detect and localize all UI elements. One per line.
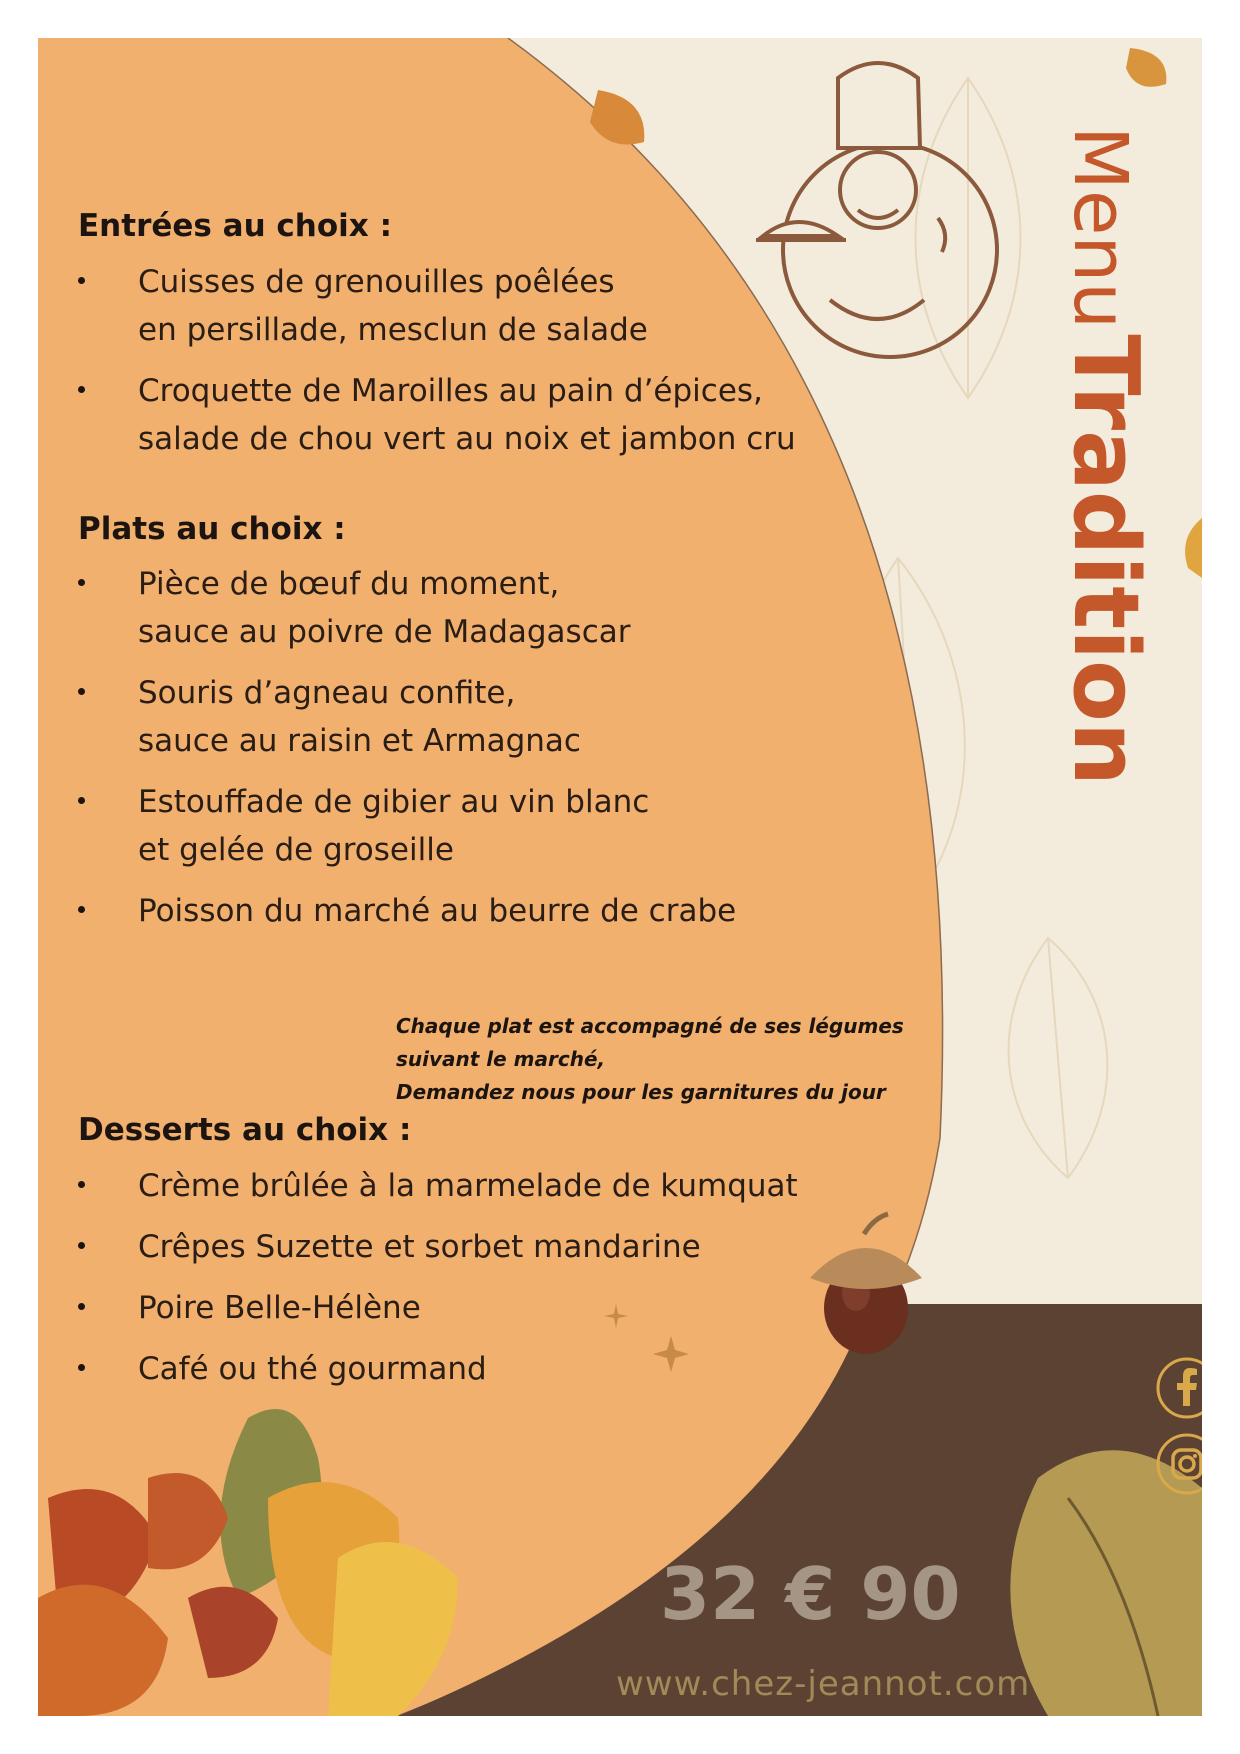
item-line: en persillade, mesclun de salade [138, 312, 648, 348]
website-link[interactable]: www.chez-jeannot.com [616, 1664, 1031, 1704]
item-line: Souris d’agneau confite, [138, 675, 516, 711]
item-line: salade de chou vert au noix et jambon cru [138, 421, 796, 457]
list-item [78, 887, 736, 935]
section-title-entrees: Entrées au choix : [78, 208, 392, 244]
facebook-icon[interactable] [1155, 1356, 1202, 1420]
bullet [78, 277, 85, 284]
list-entrees [78, 258, 796, 463]
instagram-icon[interactable] [1155, 1432, 1202, 1496]
item-line: Crêpes Suzette et sorbet mandarine [138, 1229, 701, 1265]
bullet [78, 579, 85, 586]
menu-title [1053, 126, 1158, 786]
item-line: Estouffade de gibier au vin blanc [138, 784, 650, 820]
list-item [78, 258, 796, 354]
note-line: suivant le marché, [396, 1047, 606, 1071]
menu-page [38, 38, 1202, 1716]
item-line: Cuisses de grenouilles poêlées [138, 264, 615, 300]
item-line: Crème brûlée à la marmelade de kumquat [138, 1168, 798, 1204]
bullet [78, 386, 85, 393]
item-line: et gelée de groseille [138, 832, 454, 868]
bullet [78, 906, 85, 913]
list-item [78, 669, 736, 765]
list-item [78, 1162, 798, 1210]
bullet [78, 1242, 85, 1249]
bullet [78, 1303, 85, 1310]
item-line: sauce au raisin et Armagnac [138, 723, 581, 759]
bullet [78, 797, 85, 804]
menu-title-prefix: Menu [1057, 126, 1143, 330]
section-title-desserts: Desserts au choix : [78, 1112, 412, 1148]
list-item [78, 1223, 798, 1271]
menu-title-name: Tradition [1053, 334, 1158, 786]
list-desserts [78, 1162, 798, 1393]
item-line: Pièce de bœuf du moment, [138, 566, 560, 602]
list-item [78, 1345, 798, 1393]
list-item [78, 367, 796, 463]
list-item [78, 560, 736, 656]
item-line: Poisson du marché au beurre de crabe [138, 893, 737, 929]
list-plats [78, 560, 736, 935]
item-line: Poire Belle-Hélène [138, 1290, 421, 1326]
item-line: Café ou thé gourmand [138, 1351, 487, 1387]
section-title-plats: Plats au choix : [78, 511, 346, 547]
bullet [78, 688, 85, 695]
note-line: Chaque plat est accompagné de ses légumes [396, 1014, 904, 1038]
item-line: Croquette de Maroilles au pain d’épices, [138, 373, 763, 409]
list-item [78, 1284, 798, 1332]
menu-price: 32 € 90 [660, 1552, 961, 1636]
note-line: Demandez nous pour les garnitures du jour [396, 1080, 886, 1104]
bullet [78, 1181, 85, 1188]
list-item [78, 778, 736, 874]
side-dish-note [396, 1010, 904, 1109]
bullet [78, 1364, 85, 1371]
item-line: sauce au poivre de Madagascar [138, 614, 631, 650]
